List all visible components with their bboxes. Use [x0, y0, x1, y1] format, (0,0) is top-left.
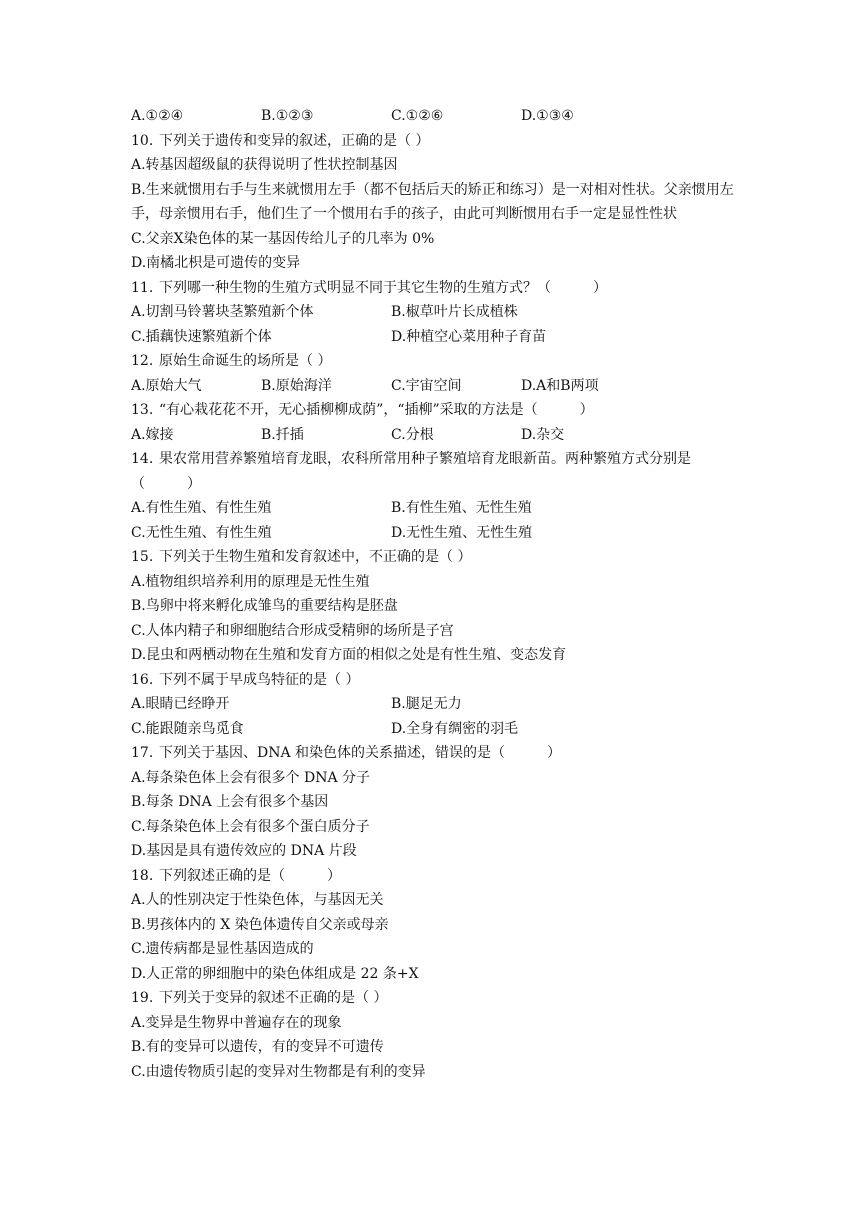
- option: A.原始大气: [131, 377, 202, 394]
- options-row: [131, 692, 736, 717]
- option: A.植物组织培养利用的原理是无性生殖: [131, 573, 370, 590]
- option: D.种植空心菜用种子育苗: [391, 328, 547, 345]
- option: C.能跟随亲鸟觅食: [131, 720, 244, 737]
- options-row: [131, 374, 736, 399]
- options-row: [131, 300, 736, 325]
- question-stem: 15. 下列关于生物生殖和发育叙述中，不正确的是（ ）: [131, 545, 736, 570]
- option: B.鸟卵中将来孵化成雏鸟的重要结构是胚盘: [131, 598, 398, 614]
- option: B.生来就惯用右手与生来就惯用左手（都不包括后天的矫正和练习）是一对相对性状。父亲惯用左手，母亲惯用右手，他们生了一个惯用右手的孩子，由此可判断惯用右手一定是显性性状: [131, 181, 734, 222]
- option: D.A和B两项: [521, 377, 599, 394]
- question-number: 13.: [131, 402, 154, 418]
- options-row: [131, 496, 736, 521]
- option: D.无性生殖、无性生殖: [391, 524, 533, 541]
- option: A.转基因超级鼠的获得说明了性状控制基因: [131, 157, 398, 173]
- question-stem: 19. 下列关于变异的叙述不正确的是（ ）: [131, 986, 736, 1011]
- option: A.嫁接: [131, 426, 174, 443]
- option: D.全身有绸密的羽毛: [391, 720, 519, 737]
- question-number: 19.: [131, 990, 154, 1006]
- option: A.①②④: [131, 108, 184, 124]
- question-stem: 16. 下列不属于早成鸟特征的是（ ）: [131, 668, 736, 693]
- option: A.眼睛已经睁开: [131, 696, 230, 712]
- option: D.基因是具有遗传效应的 DNA 片段: [131, 843, 357, 859]
- option: A.每条染色体上会有很多个 DNA 分子: [131, 769, 371, 786]
- options-row: [131, 423, 736, 448]
- question-number: 15.: [131, 549, 154, 565]
- option: D.人正常的卵细胞中的染色体组成是 22 条+X: [131, 965, 419, 982]
- option: C.人体内精子和卵细胞结合形成受精卵的场所是子宫: [131, 622, 454, 639]
- option: D.南橘北枳是可遗传的变异: [131, 255, 301, 271]
- option: B.有的变异可以遗传，有的变异不可遗传: [131, 1039, 384, 1055]
- option: D.①③④: [521, 108, 574, 124]
- question-number: 14.: [131, 451, 154, 467]
- option: B.每条 DNA 上会有很多个基因: [131, 794, 329, 810]
- option: B.有性生殖、无性生殖: [391, 500, 532, 516]
- option: A.变异是生物界中普遍存在的现象: [131, 1014, 342, 1031]
- option: C.插藕快速繁殖新个体: [131, 328, 272, 345]
- option: C.无性生殖、有性生殖: [131, 524, 272, 541]
- question-number: 18.: [131, 867, 154, 884]
- option: C.①②⑥: [391, 108, 444, 124]
- question-number: 16.: [131, 671, 154, 688]
- question-stem: 12. 原始生命诞生的场所是（ ）: [131, 349, 736, 374]
- question-stem: 13. “有心栽花花不开，无心插柳柳成荫”，“插柳”采取的方法是（ ）: [131, 398, 736, 423]
- option: D.昆虫和两栖动物在生殖和发育方面的相似之处是有性生殖、变态发育: [131, 647, 567, 663]
- option: C.宇宙空间: [391, 377, 462, 394]
- option: C.由遗传物质引起的变异对生物都是有利的变异: [131, 1063, 426, 1080]
- question-number: 12.: [131, 353, 154, 369]
- option: C.每条染色体上会有很多个蛋白质分子: [131, 818, 370, 835]
- option: B.①②③: [261, 108, 314, 124]
- question-number: 11.: [131, 279, 154, 296]
- option: B.腿足无力: [391, 696, 462, 712]
- question-stem: 11. 下列哪一种生物的生殖方式明显不同于其它生物的生殖方式？（ ）: [131, 276, 736, 301]
- options-row: [131, 717, 736, 742]
- option: C.父亲X染色体的某一基因传给儿子的几率为 0%: [131, 230, 435, 247]
- question-stem: 18. 下列叙述正确的是（ ）: [131, 864, 736, 889]
- option: A.切割马铃薯块茎繁殖新个体: [131, 304, 314, 320]
- option: D.杂交: [521, 426, 565, 443]
- question-stem: 14. 果农常用营养繁殖培育龙眼，农科所常用种子繁殖培育龙眼新苗。两种繁殖方式分别是（ ）: [131, 447, 736, 496]
- q9-options: [131, 104, 736, 129]
- option: B.原始海洋: [261, 377, 332, 394]
- option: A.人的性别决定于性染色体，与基因无关: [131, 892, 384, 908]
- option: B.椒草叶片长成植株: [391, 304, 518, 320]
- question-number: 10.: [131, 132, 154, 149]
- option: A.有性生殖、有性生殖: [131, 500, 272, 516]
- option: C.分根: [391, 426, 434, 443]
- option: B.扦插: [261, 426, 304, 443]
- question-stem: 17. 下列关于基因、DNA 和染色体的关系描述，错误的是（ ）: [131, 741, 736, 766]
- option: C.遗传病都是显性基因造成的: [131, 941, 314, 957]
- question-number: 17.: [131, 745, 154, 761]
- exam-page: [131, 104, 736, 1084]
- option: B.男孩体内的 X 染色体遗传自父亲或母亲: [131, 916, 389, 933]
- options-row: [131, 521, 736, 546]
- options-row: [131, 325, 736, 350]
- question-stem: 10. 下列关于遗传和变异的叙述，正确的是（ ）: [131, 129, 736, 154]
